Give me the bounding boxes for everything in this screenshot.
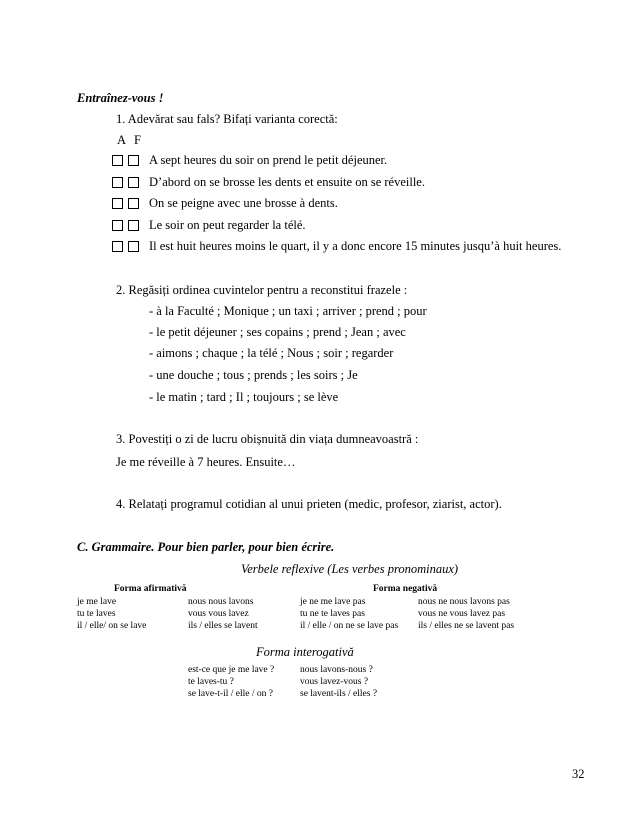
afirmativa-heading: Forma afirmativă xyxy=(114,584,187,594)
q1-statement-4: Le soir on peut regarder la télé. xyxy=(149,218,306,232)
grammar-title: C. Grammaire. Pour bien parler, pour bien écrire. xyxy=(77,540,335,554)
q1-statement-3: On se peigne avec une brosse à dents. xyxy=(149,196,338,210)
interogativa-row-1-plur: nous lavons-nous ? xyxy=(300,665,373,675)
afirmativa-row-2-sing: tu te laves xyxy=(77,609,116,619)
negativa-row-3-sing: il / elle / on ne se lave pas xyxy=(300,621,399,631)
q2-item-3: - aimons ; chaque ; la télé ; Nous ; soir ; regarder xyxy=(149,346,394,360)
q2-prompt: 2. Regăsiți ordinea cuvintelor pentru a reconstitui frazele : xyxy=(116,283,408,297)
q2-item-4: - une douche ; tous ; prends ; les soirs ; Je xyxy=(149,368,358,382)
q1-statement-2: D’abord on se brosse les dents et ensuite on se réveille. xyxy=(149,175,425,189)
checkbox-a-2[interactable] xyxy=(112,177,123,188)
q2-item-2: - le petit déjeuner ; ses copains ; prend ; Jean ; avec xyxy=(149,325,406,339)
checkbox-a-4[interactable] xyxy=(112,220,123,231)
exercise-title: Entraînez-vous ! xyxy=(77,91,164,105)
q2-item-1: - à la Faculté ; Monique ; un taxi ; arriver ; prend ; pour xyxy=(149,304,427,318)
q4-prompt: 4. Relatați programul cotidian al unui prieten (medic, profesor, ziarist, actor). xyxy=(116,497,502,511)
checkbox-f-1[interactable] xyxy=(128,155,139,166)
header-a: A xyxy=(117,133,127,147)
negativa-row-3-plur: ils / elles ne se lavent pas xyxy=(418,621,515,631)
negativa-row-2-plur: vous ne vous lavez pas xyxy=(418,609,506,619)
checkbox-a-3[interactable] xyxy=(112,198,123,209)
afirmativa-row-2-plur: vous vous lavez xyxy=(188,609,249,619)
checkbox-a-1[interactable] xyxy=(112,155,123,166)
q2-item-5: - le matin ; tard ; Il ; toujours ; se lève xyxy=(149,390,339,404)
checkbox-f-4[interactable] xyxy=(128,220,139,231)
header-f: F xyxy=(134,133,141,147)
q3-example: Je me réveille à 7 heures. Ensuite… xyxy=(116,455,296,469)
interogativa-row-3-sing: se lave-t-il / elle / on ? xyxy=(188,689,273,699)
afirmativa-row-3-sing: il / elle/ on se lave xyxy=(77,621,147,631)
interogativa-row-2-sing: te laves-tu ? xyxy=(188,677,234,687)
negativa-heading: Forma negativă xyxy=(373,584,438,594)
negativa-row-1-plur: nous ne nous lavons pas xyxy=(418,597,510,607)
grammar-subtitle: Verbele reflexive (Les verbes pronominaux) xyxy=(241,562,459,576)
checkbox-f-3[interactable] xyxy=(128,198,139,209)
negativa-row-1-sing: je ne me lave pas xyxy=(300,597,366,607)
interogativa-row-2-plur: vous lavez-vous ? xyxy=(300,677,369,687)
afirmativa-row-3-plur: ils / elles se lavent xyxy=(188,621,258,631)
checkbox-f-2[interactable] xyxy=(128,177,139,188)
page-number: 32 xyxy=(572,767,585,781)
q1-statement-1: A sept heures du soir on prend le petit déjeuner. xyxy=(149,153,388,167)
interogativa-row-1-sing: est-ce que je me lave ? xyxy=(188,665,275,675)
q1-prompt: 1. Adevărat sau fals? Bifați varianta corectă: xyxy=(116,112,338,126)
interogativa-heading: Forma interogativă xyxy=(256,645,354,659)
q1-statement-5: Il est huit heures moins le quart, il y a donc encore 15 minutes jusqu’à huit heures. xyxy=(149,239,562,253)
q3-prompt: 3. Povestiți o zi de lucru obișnuită din viața dumneavoastră : xyxy=(116,432,419,446)
checkbox-f-5[interactable] xyxy=(128,241,139,252)
negativa-row-2-sing: tu ne te laves pas xyxy=(300,609,365,619)
afirmativa-row-1-sing: je me lave xyxy=(77,597,117,607)
checkbox-a-5[interactable] xyxy=(112,241,123,252)
interogativa-row-3-plur: se lavent-ils / elles ? xyxy=(300,689,378,699)
afirmativa-row-1-plur: nous nous lavons xyxy=(188,597,254,607)
